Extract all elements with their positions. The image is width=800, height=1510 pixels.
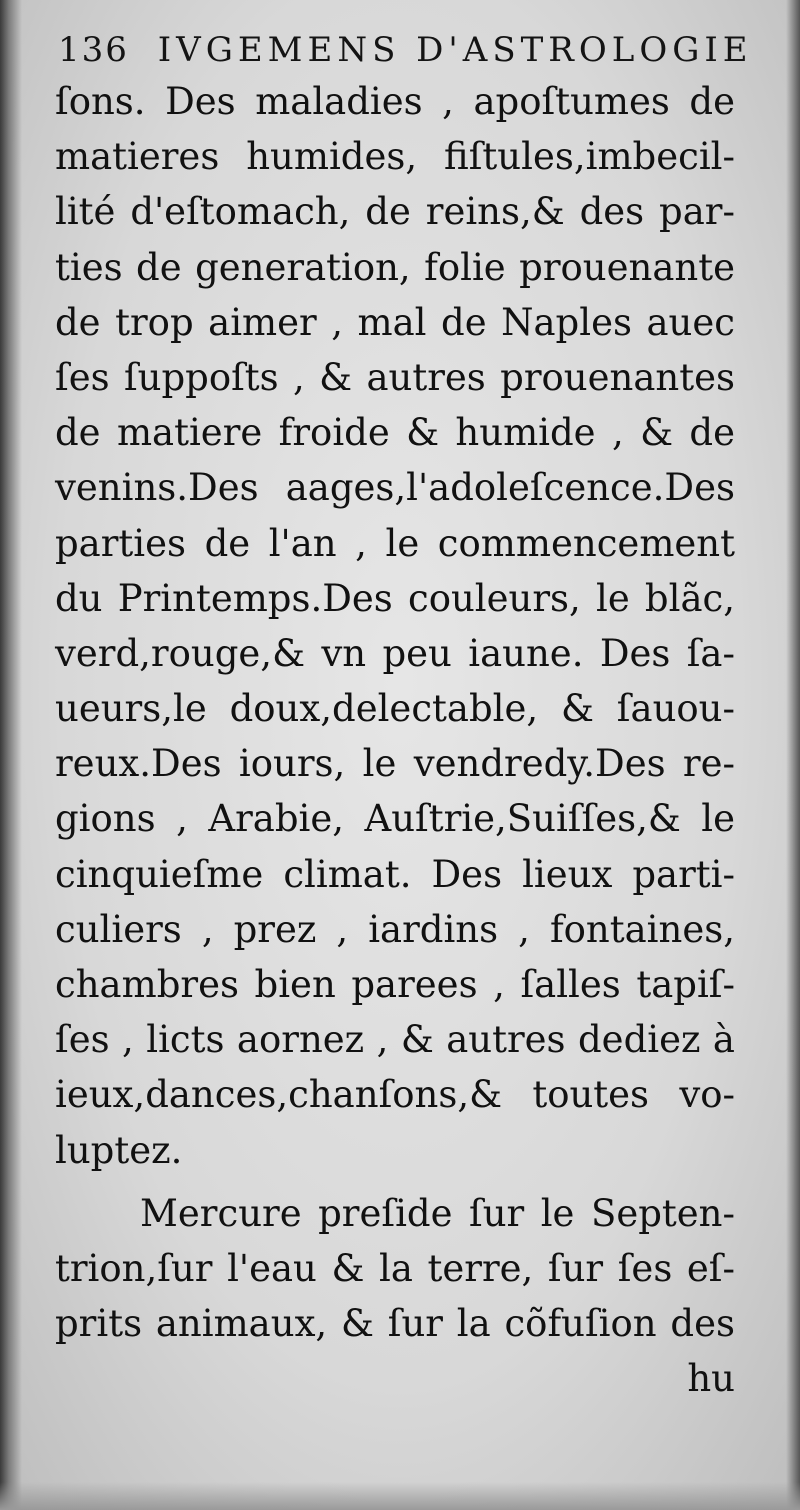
page-bottom-shadow bbox=[0, 1482, 800, 1510]
text-line: parties de l'an , le commencement bbox=[55, 521, 735, 565]
catchword: hu bbox=[687, 1357, 735, 1401]
text-line: ſons. Des maladies , apoſtumes de bbox=[55, 80, 735, 123]
text-line: prits animaux, & ſur la cõfuſion des bbox=[55, 1302, 735, 1346]
text-line: ueurs,le doux,delectable, & ſauou- bbox=[55, 687, 735, 731]
text-line: ſes , licts aornez , & autres dediez à bbox=[55, 1018, 735, 1062]
text-line: lité d'eſtomach, de reins,& des par- bbox=[55, 190, 735, 234]
running-title: IVGEMENS D'ASTROLOGIE bbox=[157, 30, 753, 70]
page-gutter-shadow bbox=[0, 0, 22, 1510]
body-text bbox=[55, 74, 745, 1407]
text-line: trion,ſur l'eau & la terre, ſur ſes eſ- bbox=[55, 1246, 735, 1290]
text-line: chambres bien parees , ſalles tapiſ- bbox=[55, 963, 735, 1006]
text-line: matieres humides, fiſtules,imbecil- bbox=[55, 135, 735, 179]
text-line: reux.Des iours, le vendredy.Des re- bbox=[55, 742, 735, 786]
text-line: Mercure preſide ſur le Septen- bbox=[140, 1191, 735, 1235]
page-edge-shadow bbox=[786, 0, 800, 1510]
running-head bbox=[58, 22, 753, 78]
text-line: ieux,dances,chanſons,& toutes vo- bbox=[55, 1073, 735, 1117]
page-number: 136 bbox=[58, 30, 129, 70]
text-line: luptez. bbox=[55, 1128, 183, 1172]
paragraph-gap bbox=[55, 1178, 745, 1186]
text-line: de matiere froide & humide , & de bbox=[55, 411, 735, 455]
text-line: ſes ſuppoſts , & autres prouenantes bbox=[55, 355, 735, 399]
text-line: de trop aimer , mal de Naples auec bbox=[55, 300, 735, 344]
text-line: verd,rouge,& vn peu iaune. Des ſa- bbox=[55, 631, 735, 675]
text-line: venins.Des aages,l'adoleſcence.Des bbox=[55, 466, 735, 510]
text-line: gions , Arabie, Auſtrie,Suiſſes,& le bbox=[55, 797, 735, 841]
text-line: culiers , prez , iardins , fontaines, bbox=[55, 907, 735, 951]
text-line: du Printemps.Des couleurs, le blãc, bbox=[55, 576, 735, 620]
text-line: cinquieſme climat. Des lieux parti- bbox=[55, 852, 735, 896]
text-line: ties de generation, folie prouenante bbox=[55, 245, 735, 289]
